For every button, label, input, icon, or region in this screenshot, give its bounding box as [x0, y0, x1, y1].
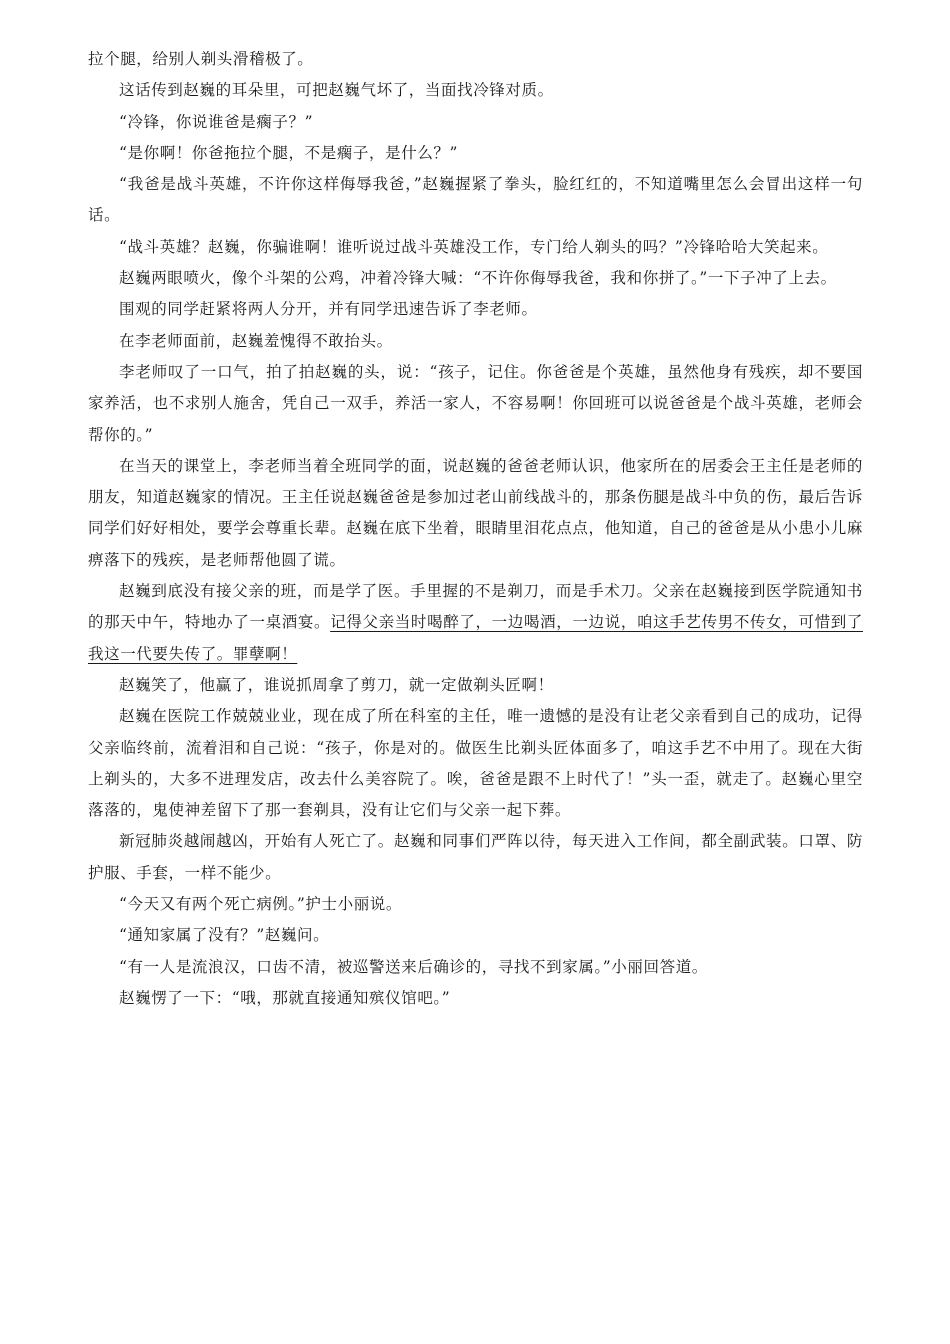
- document-body: [88, 44, 863, 1014]
- paragraph: 这话传到赵巍的耳朵里，可把赵巍气坏了，当面找冷锋对质。: [119, 81, 554, 100]
- paragraph: 新冠肺炎越闹越凶，开始有人死亡了。赵巍和同事们严阵以待，每天进入工作间，都全副武装。口罩、防护服、手套，一样不能少。: [88, 832, 863, 882]
- paragraph: “有一人是流浪汉，口齿不清，被巡警送来后确诊的，寻找不到家属。”小丽回答道。: [119, 957, 708, 976]
- paragraph: 围观的同学赶紧将两人分开，并有同学迅速告诉了李老师。: [119, 300, 538, 319]
- paragraph: 赵巍愣了一下：“哦，那就直接通知殡仪馆吧。”: [119, 988, 451, 1007]
- paragraph: 赵巍在医院工作兢兢业业，现在成了所在科室的主任，唯一遗憾的是没有让老父亲看到自己的成功，记得父亲临终前，流着泪和自己说：“孩子，你是对的。做医生比剃头匠体面多了，咱这手艺不中用了。现在大街上剃头的，大多不进理发店，改去什么美容院了。唉，爸爸是跟不上时代了！”头一歪，就走了。赵巍心里空落落的，鬼使神差留下了那一套剃具，没有让它们与父亲一起下葬。: [88, 707, 863, 820]
- paragraph: 在李老师面前，赵巍羞愧得不敢抬头。: [119, 331, 393, 350]
- paragraph: 李老师叹了一口气，拍了拍赵巍的头，说：“孩子，记住。你爸爸是个英雄，虽然他身有残疾，却不要国家养活，也不求别人施舍，凭自己一双手，养活一家人，不容易啊！你回班可以说爸爸是个战斗英雄，老师会帮你的。”: [88, 362, 863, 444]
- paragraph: “今天又有两个死亡病例。”护士小丽说。: [119, 895, 402, 914]
- paragraph: “我爸是战斗英雄，不许你这样侮辱我爸，”赵巍握紧了拳头，脸红红的，不知道嘴里怎么会冒出这样一句话。: [88, 175, 863, 225]
- paragraph: “通知家属了没有？”赵巍问。: [119, 926, 330, 945]
- paragraph: “是你啊！你爸拖拉个腿，不是瘸子，是什么？”: [119, 143, 459, 162]
- paragraph-with-underline: [88, 576, 863, 670]
- paragraph: “战斗英雄？赵巍，你骗谁啊！谁听说过战斗英雄没工作，专门给人剃头的吗？”冷锋哈哈大笑起来。: [119, 237, 829, 256]
- paragraph: “冷锋，你说谁爸是瘸子？”: [119, 112, 314, 131]
- underlined-sentence: 记得父亲当时喝醉了，一边喝酒，一边说，咱这手艺传男不传女，可惜到了我这一代要失传了。罪孽啊！: [88, 613, 863, 663]
- paragraph-text: 赵巍到底没有接父亲的班，而是学了医。手里握的不是剃刀，而是手术刀。父亲在赵巍接到医学院通知书的那天中午，特地办了一桌酒宴。: [88, 582, 863, 632]
- paragraph: 拉个腿，给别人剃头滑稽极了。: [88, 50, 314, 68]
- paragraph: 赵巍两眼喷火，像个斗架的公鸡，冲着冷锋大喊：“不许你侮辱我爸，我和你拼了。”一下子冲了上去。: [119, 269, 837, 288]
- paragraph: 赵巍笑了，他赢了，谁说抓周拿了剪刀，就一定做剃头匠啊！: [119, 675, 554, 694]
- paragraph: 在当天的课堂上，李老师当着全班同学的面，说赵巍的爸爸老师认识，他家所在的居委会王主任是老师的朋友，知道赵巍家的情况。王主任说赵巍爸爸是参加过老山前线战斗的，那条伤腿是战斗中负的伤，最后告诉同学们好好相处，要学会尊重长辈。赵巍在底下坐着，眼睛里泪花点点，他知道，自己的爸爸是从小患小儿麻痹落下的残疾，是老师帮他圆了谎。: [88, 456, 863, 569]
